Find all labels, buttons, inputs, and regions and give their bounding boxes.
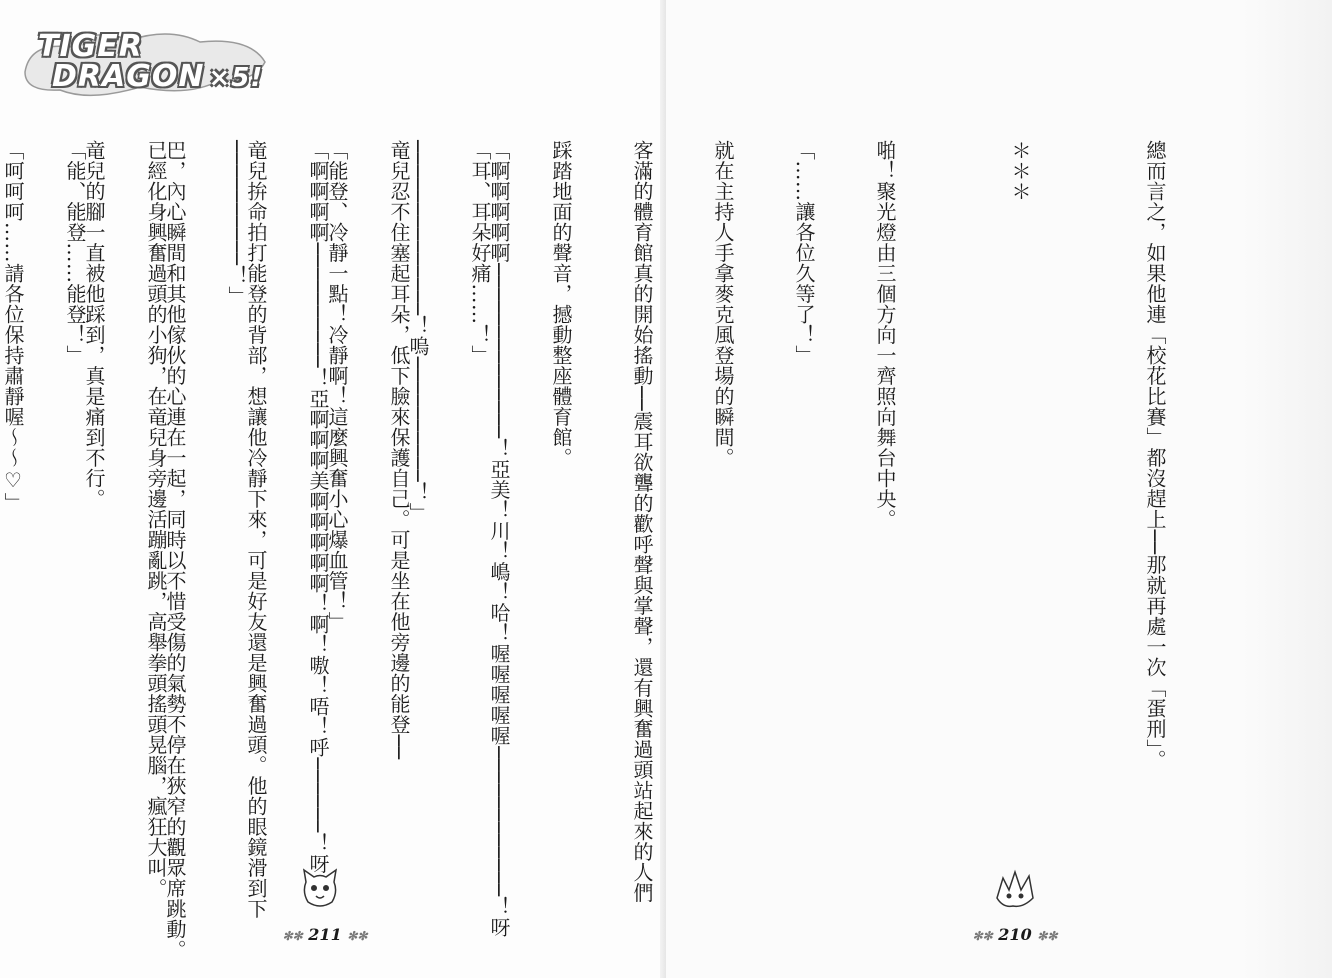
section-break: ＊＊＊ bbox=[1008, 140, 1032, 202]
text-column: 竜兒忍不住塞起耳朵，低下臉來保護自己。可是坐在他旁邊的能登── bbox=[387, 140, 411, 760]
text-column: 已經化身興奮過頭的小狗，在竜兒身旁邊活蹦亂跳，高舉拳頭搖頭晃腦，瘋狂大叫。 bbox=[144, 140, 168, 899]
text-column: 啪！聚光燈由三個方向一齊照向舞台中央。 bbox=[873, 140, 897, 530]
logo-line1: TIGER bbox=[38, 29, 143, 64]
page-number bbox=[265, 925, 385, 944]
series-logo bbox=[20, 22, 270, 102]
star-ornament-icon: ✻✻ bbox=[1037, 929, 1058, 943]
page-edge-shadow bbox=[1242, 0, 1332, 978]
star-ornament-icon: ✻✻ bbox=[282, 929, 303, 943]
text-column: 就在主持人手拿麥克風登場的瞬間。 bbox=[711, 140, 735, 468]
text-column: 「……讓各位久等了！」 bbox=[792, 140, 816, 366]
text-column: 巴，內心瞬間和其他傢伙的心連在一起，同時以不惜受傷的氣勢不停在狹窄的觀眾席跳動。 bbox=[163, 140, 187, 960]
text-column: 「啊啊啊啊──────────！亞啊啊啊美啊啊啊啊啊！啊！嗷！唔！呼──────！呀 bbox=[306, 140, 330, 874]
page-number bbox=[955, 925, 1075, 944]
logo-line2: DRAGON bbox=[52, 59, 205, 94]
page-number-value: 211 bbox=[308, 925, 342, 944]
logo-text bbox=[38, 29, 264, 94]
text-column: 總而言之，如果他連「校花比賽」都沒趕上──那就再處一次「蛋刑」。 bbox=[1143, 140, 1167, 771]
dragon-mascot-icon bbox=[993, 868, 1037, 914]
text-column: 踩踏地面的聲音，撼動整座體育館。 bbox=[549, 140, 573, 468]
page-number-value: 210 bbox=[998, 925, 1032, 944]
text-column: 「能登、冷靜一點！冷靜啊！這麼興奮小心爆血管！」 bbox=[325, 140, 349, 632]
text-column: ──────────────！嗚──────────！」 bbox=[406, 140, 430, 523]
text-column: 「呵呵呵……請各位保持肅靜喔～～♡」 bbox=[1, 140, 25, 513]
text-column: 「能、能登……能登！」 bbox=[63, 140, 87, 366]
text-column: ──────────！」 bbox=[225, 140, 249, 307]
star-ornament-icon: ✻✻ bbox=[972, 929, 993, 943]
text-column: 竜兒的腳一直被他踩到，真是痛到不行。 bbox=[82, 140, 106, 509]
logo-suffix: ×5! bbox=[208, 63, 264, 93]
text-column: 「耳、耳朵好痛……！」 bbox=[468, 140, 492, 366]
text-column: 竜兒拚命拍打能登的背部，想讓他冷靜下來，可是好友還是興奮過頭。他的眼鏡滑到下 bbox=[244, 140, 268, 919]
text-column: 「啊啊啊啊啊──────────────！亞美！川！嶋！哈！喔喔喔喔喔────────────！呀 bbox=[487, 140, 511, 938]
star-ornament-icon: ✻✻ bbox=[347, 929, 368, 943]
text-column: 客滿的體育館真的開始搖動──震耳欲聾的歡呼聲與掌聲，還有興奮過頭站起來的人們 bbox=[630, 140, 654, 904]
